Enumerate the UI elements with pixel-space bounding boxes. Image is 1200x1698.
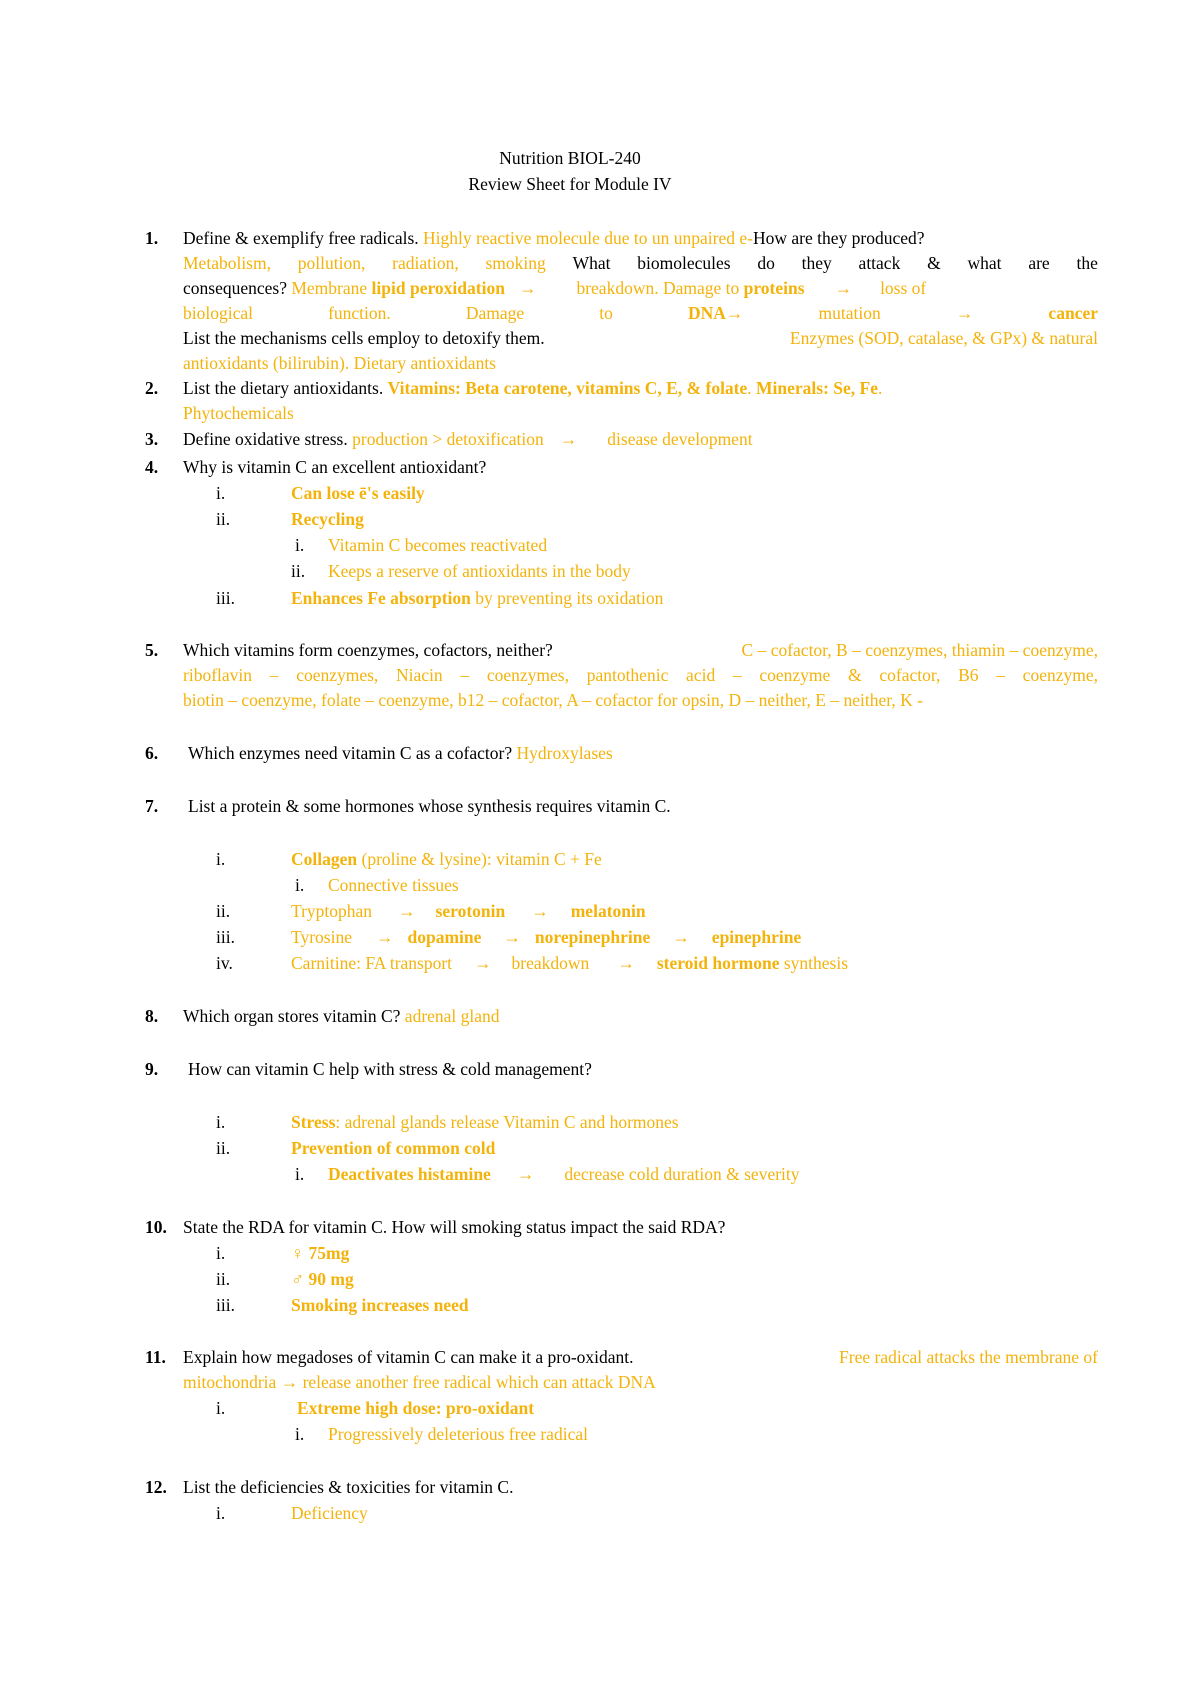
question-number: 3. <box>145 429 159 449</box>
list-marker: i. <box>216 1503 226 1523</box>
list-marker: i. <box>216 1398 226 1418</box>
list-marker: iv. <box>216 953 233 973</box>
question-text: Metabolism, pollution, radiation, smoking What biomolecules do they attack & what are the <box>183 253 1098 273</box>
answer-text: Collagen (proline & lysine): vitamin C + Fe <box>291 849 602 869</box>
list-marker: ii. <box>291 561 306 581</box>
answer-text: Enhances Fe absorption by preventing its oxidation <box>291 588 664 608</box>
answer-text: Stress: adrenal glands release Vitamin C and hormones <box>291 1112 679 1132</box>
answer-text: Deficiency <box>291 1503 368 1523</box>
answer-text: mitochondria → release another free radical which can attack DNA <box>183 1372 656 1392</box>
question-text: Explain how megadoses of vitamin C can make it a pro-oxidant. Free radical attacks the membrane of <box>183 1347 1098 1367</box>
answer-text: antioxidants (bilirubin). Dietary antioxidants <box>183 353 496 373</box>
list-marker: ii. <box>216 1138 231 1158</box>
answer-text: ♀ 75mg <box>291 1243 350 1263</box>
question-text: List the dietary antioxidants. Vitamins: Beta carotene, vitamins C, E, & folate. Minerals: Se, Fe. <box>183 378 883 398</box>
list-marker: i. <box>216 849 226 869</box>
question-number: 1. <box>145 228 159 248</box>
question-text: biological function. Damage to DNA→ mutation → cancer <box>183 303 1098 323</box>
question-number: 7. <box>145 796 159 816</box>
answer-text: Extreme high dose: pro-oxidant <box>297 1398 535 1418</box>
question-text: Which organ stores vitamin C? adrenal gland <box>183 1006 500 1026</box>
list-marker: iii. <box>216 927 235 947</box>
answer-text: biotin – coenzyme, folate – coenzyme, b12 – cofactor, A – cofactor for opsin, D – neither, E – neither, K - <box>183 690 923 710</box>
question-text: How can vitamin C help with stress & cold management? <box>188 1059 592 1079</box>
question-text: List the deficiencies & toxicities for vitamin C. <box>183 1477 514 1497</box>
question-text: List a protein & some hormones whose synthesis requires vitamin C. <box>188 796 671 816</box>
question-number: 5. <box>145 640 159 660</box>
list-marker: i. <box>295 1164 305 1184</box>
document-title: Nutrition BIOL-240 <box>499 148 641 168</box>
question-text: List the mechanisms cells employ to detoxify them. Enzymes (SOD, catalase, & GPx) & natural <box>183 328 1098 348</box>
question-text: Which vitamins form coenzymes, cofactors, neither? C – cofactor, B – coenzymes, thiamin – coenzyme, <box>183 640 1098 660</box>
question-text: consequences? Membrane lipid peroxidation → breakdown. Damage to proteins → loss of <box>183 278 927 298</box>
list-marker: i. <box>216 1112 226 1132</box>
list-marker: i. <box>295 1424 305 1444</box>
answer-text: Smoking increases need <box>291 1295 469 1315</box>
list-marker: ii. <box>216 509 231 529</box>
question-text: Why is vitamin C an excellent antioxidant? <box>183 457 487 477</box>
list-marker: i. <box>295 535 305 555</box>
question-text: Define & exemplify free radicals. Highly reactive molecule due to un unpaired e-How are they produced? <box>183 228 925 248</box>
question-text: State the RDA for vitamin C. How will smoking status impact the said RDA? <box>183 1217 726 1237</box>
list-marker: i. <box>216 1243 226 1263</box>
answer-text: Progressively deleterious free radical <box>328 1424 588 1444</box>
answer-text: Connective tissues <box>328 875 459 895</box>
question-number: 4. <box>145 457 159 477</box>
question-number: 12. <box>145 1477 167 1497</box>
question-text: Which enzymes need vitamin C as a cofactor? Hydroxylases <box>188 743 613 763</box>
list-marker: iii. <box>216 1295 235 1315</box>
question-number: 11. <box>145 1347 166 1367</box>
list-marker: ii. <box>216 901 231 921</box>
document-subtitle: Review Sheet for Module IV <box>468 174 672 194</box>
answer-text: Tyrosine → dopamine → norepinephrine → epinephrine <box>291 927 802 947</box>
answer-text: Tryptophan → serotonin → melatonin <box>291 901 646 921</box>
answer-text: Deactivates histamine → decrease cold duration & severity <box>328 1164 800 1184</box>
answer-text: Carnitine: FA transport → breakdown → steroid hormone synthesis <box>291 953 849 973</box>
question-number: 2. <box>145 378 159 398</box>
list-marker: iii. <box>216 588 235 608</box>
answer-text: Prevention of common cold <box>291 1138 496 1158</box>
question-text: Define oxidative stress. production > detoxification → disease development <box>183 429 753 449</box>
question-number: 10. <box>145 1217 167 1237</box>
answer-text: Vitamin C becomes reactivated <box>328 535 548 555</box>
list-marker: i. <box>295 875 305 895</box>
answer-text: Can lose ē's easily <box>291 483 425 503</box>
question-number: 8. <box>145 1006 159 1026</box>
question-number: 6. <box>145 743 159 763</box>
answer-text: ♂ 90 mg <box>291 1269 354 1289</box>
question-number: 9. <box>145 1059 159 1079</box>
list-marker: ii. <box>216 1269 231 1289</box>
answer-text: Phytochemicals <box>183 403 294 423</box>
answer-text: Keeps a reserve of antioxidants in the body <box>328 561 631 581</box>
list-marker: i. <box>216 483 226 503</box>
answer-text: riboflavin – coenzymes, Niacin – coenzymes, pantothenic acid – coenzyme & cofactor, B6 – coenzyme, <box>183 665 1098 685</box>
answer-text: Recycling <box>291 509 364 529</box>
